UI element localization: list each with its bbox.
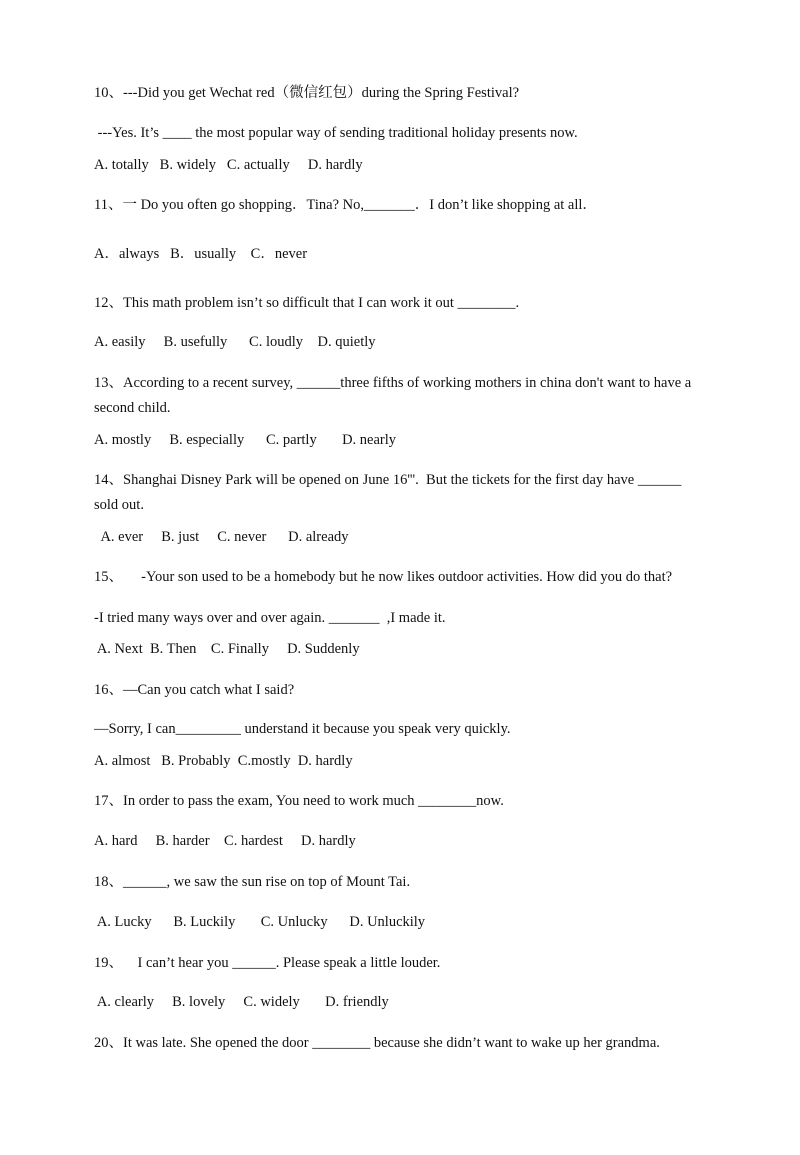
question-19-options: A. clearly B. lovely C. widely D. friendly [94, 994, 389, 1010]
question-12-stem: 12、This math problem isn’t so difficult that I can work it out ________. [94, 295, 520, 311]
question-13-stem-cont: second child. [94, 400, 171, 416]
question-13-options: A. mostly B. especially C. partly D. nearly [94, 432, 397, 448]
question-10-options: A. totally B. widely C. actually D. hardly [94, 157, 363, 173]
question-16-stem: 16、—Can you catch what I said? [94, 682, 295, 698]
question-19-stem: 19、 I can’t hear you ______. Please speak a little louder. [94, 955, 441, 971]
question-20-stem: 20、It was late. She opened the door ________ because she didn’t want to wake up her grandma. [94, 1035, 660, 1051]
question-18-stem: 18、______, we saw the sun rise on top of Mount Tai. [94, 874, 411, 890]
question-15-options: A. Next B. Then C. Finally D. Suddenly [94, 641, 360, 657]
question-11-stem: 11、一 Do you often go shopping．Tina? No,_______．I don’t like shopping at all． [94, 197, 597, 213]
question-15-stem-reply: -I tried many ways over and over again. _______ ,I made it. [94, 610, 446, 626]
question-17-options: A. hard B. harder C. hardest D. hardly [94, 833, 356, 849]
question-14-stem-cont: sold out. [94, 497, 144, 513]
question-16-stem-reply: —Sorry, I can_________ understand it because you speak very quickly. [94, 721, 511, 737]
question-15-stem: 15、 -Your son used to be a homebody but he now likes outdoor activities. How did you do that? [94, 569, 673, 585]
question-18-options: A. Lucky B. Luckily C. Unlucky D. Unluckily [94, 914, 426, 930]
question-17-stem: 17、In order to pass the exam, You need to work much ________now. [94, 793, 504, 809]
question-12-options: A. easily B. usefully C. loudly D. quietly [94, 334, 376, 350]
question-14-options: A. ever B. just C. never D. already [94, 529, 349, 545]
question-10-stem: 10、---Did you get Wechat red（微信红包）during the Spring Festival? [94, 85, 520, 101]
question-13-stem: 13、According to a recent survey, ______three fifths of working mothers in china don't want to have a [94, 375, 692, 391]
question-16-options: A. almost B. Probably C.mostly D. hardly [94, 753, 353, 769]
question-11-options: A．always B．usually C．never [94, 246, 308, 262]
question-10-stem-reply: ---Yes. It’s ____ the most popular way of sending traditional holiday presents now. [94, 125, 578, 141]
question-14-stem: 14、Shanghai Disney Park will be opened on June 16'''. But the tickets for the first day have ______ [94, 472, 682, 488]
